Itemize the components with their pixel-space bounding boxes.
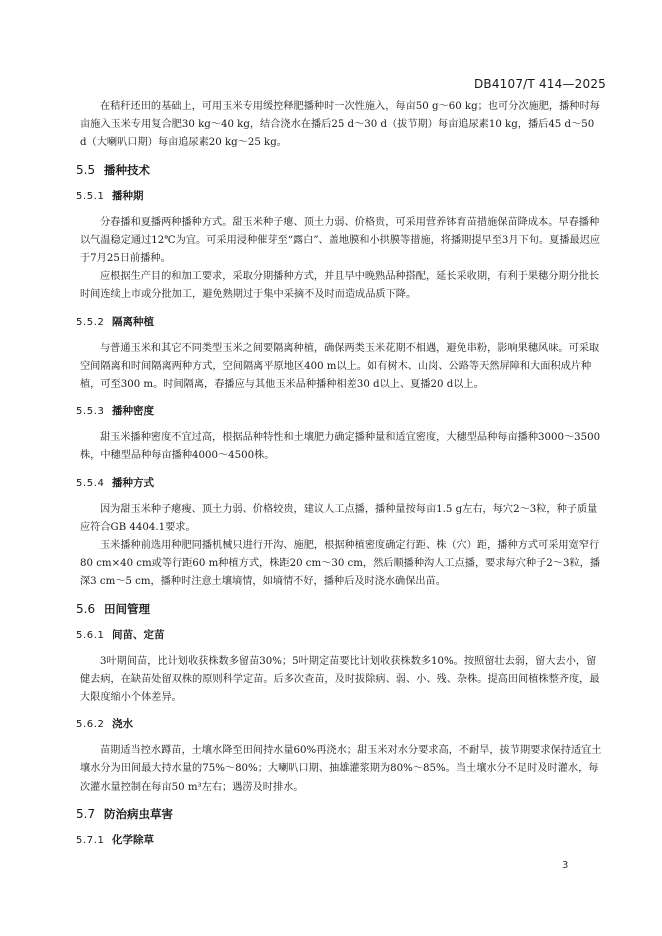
section-title: 播种技术	[104, 162, 150, 177]
subsection-number: 5.6.2	[76, 719, 105, 731]
section-title: 田间管理	[104, 601, 150, 616]
paragraph: 玉米播种前选用种肥同播机械只进行开沟、施肥，根据种植密度确定行距、株（穴）距，播种方式可采用宽窄行80 cm×40 cm或等行距60 m种植方式，株距20 cm～30 cm，然后顺播种沟人工点播，要求每穴种子2～3粒，播深3 cm～5 cm，播种时注意土壤墒情，如墒情不好，播种后及时浇水确保出苗。	[80, 540, 601, 588]
subsection-heading	[76, 626, 602, 645]
section-heading	[76, 600, 602, 618]
subsection-number: 5.5.2	[76, 316, 105, 328]
document-code: DB4107/T 414—2025	[473, 77, 606, 91]
section-number: 5.7	[76, 806, 96, 821]
subsection-number: 5.5.1	[76, 190, 105, 202]
subsection-number: 5.6.1	[76, 629, 105, 641]
subsection-heading	[76, 831, 602, 850]
subsection-title: 播种方式	[112, 476, 154, 489]
subsection-title: 化学除草	[112, 833, 154, 846]
subsection-number: 5.7.1	[76, 834, 105, 846]
section-heading	[76, 805, 602, 823]
subsection-title: 浇水	[112, 718, 133, 731]
page-number: 3	[562, 860, 569, 871]
paragraph: 因为甜玉米种子瘪瘦、顶土力弱、价格较贵，建议人工点播，播种量按每亩1.5 g左右，每穴2～3粒，种子质量应符合GB 4404.1要求。	[80, 503, 598, 533]
subsection-number: 5.5.4	[76, 477, 105, 489]
subsection-heading	[76, 474, 602, 493]
section-heading	[76, 161, 602, 179]
subsection-number: 5.5.3	[76, 406, 105, 418]
page-content	[76, 98, 602, 850]
subsection-heading	[76, 313, 602, 332]
section-title: 防治病虫草害	[104, 806, 173, 821]
section-number: 5.6	[76, 601, 96, 616]
subsection-title: 间苗、定苗	[112, 628, 165, 641]
subsection-title: 播种期	[112, 189, 144, 202]
subsection-title: 播种密度	[112, 405, 154, 418]
paragraph: 与普通玉米和其它不同类型玉米之间要隔离种植，确保两类玉米花期不相遇，避免串粉，影响果穗风味。可采取空间隔离和时间隔离两种方式，空间隔离平原地区400 m以上。如有树木、山岗、公路等天然屏障和大面积成片种植，可至300 m。时间隔离，春播应与其他玉米品种播种相差30 d以上、夏播20 d以上。	[80, 342, 600, 391]
paragraph: 苗期适当控水蹲苗，土壤水降至田间持水量60%再浇水；甜玉米对水分要求高，不耐旱，拔节期要求保持适宜土壤水分为田间最大持水量的75%～80%；大喇叭口期、抽雄灌浆期为80%～85%。当土壤水分不足时及时灌水，每次灌水量控制在每亩50 m³左右；遇涝及时排水。	[80, 745, 602, 793]
section-number: 5.5	[76, 162, 96, 177]
subsection-heading	[76, 715, 602, 734]
paragraph: 在秸秆还田的基础上，可用玉米专用缓控释肥播种时一次性施入，每亩50 g～60 kg；也可分次施肥，播种时每亩施入玉米专用复合肥30 kg～40 kg，结合浇水在播后25 d～30 d（拔节期）每亩追尿素10 kg，播后45 d～50 d（大喇叭口期）每亩追尿素20 kg～25 kg。	[80, 101, 600, 149]
subsection-heading	[76, 402, 602, 421]
paragraph: 3叶期间苗，比计划收获株数多留苗30%；5叶期定苗要比计划收获株数多10%。按照留壮去弱，留大去小，留健去病，在缺苗处留双株的原则科学定苗。后多次查苗，及时拔除病、弱、小、残、杂株。提高田间植株整齐度，最大限度缩小个体差异。	[80, 655, 600, 704]
paragraph: 甜玉米播种密度不宜过高，根据品种特性和土壤肥力确定播种量和适宜密度，大穗型品种每亩播种3000～3500株，中穗型品种每亩播种4000～4500株。	[80, 432, 601, 462]
paragraph: 应根据生产目的和加工要求，采取分期播种方式，并且早中晚熟品种搭配，延长采收期，有利于果穗分期分批长时间连续上市或分批加工，避免熟期过于集中采摘不及时而造成品质下降。	[80, 271, 600, 301]
paragraph: 分春播和夏播两种播种方式。甜玉米种子瘪、顶土力弱、价格贵，可采用营养钵育苗措施保苗降成本。早春播种以气温稳定通过12℃为宜。可采用浸种催芽至“露白”、盖地膜和小拱膜等措施，将播期提早至3月下旬。夏播最迟应于7月25日前播种。	[80, 216, 601, 265]
subsection-title: 隔离种植	[112, 315, 154, 328]
subsection-heading	[76, 187, 602, 206]
